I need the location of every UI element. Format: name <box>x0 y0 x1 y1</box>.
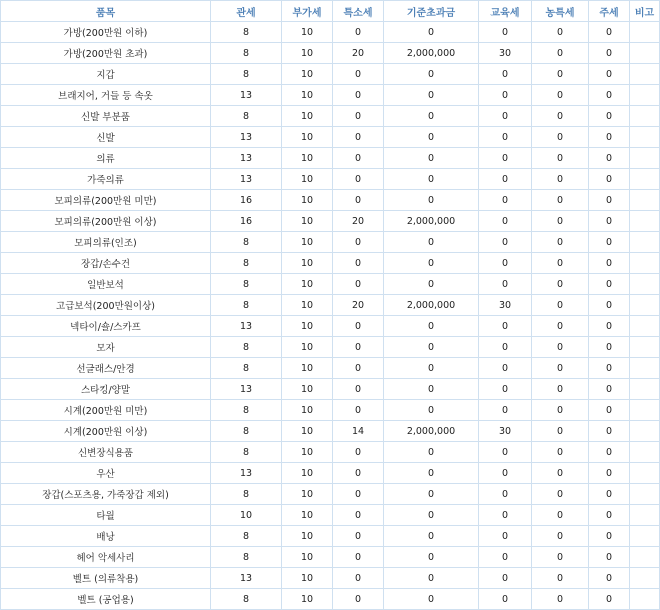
cell-customs-duty: 13 <box>211 316 281 336</box>
cell-item-name: 벨트 (의류착용) <box>1 568 210 588</box>
cell-education-tax: 0 <box>479 463 531 483</box>
cell-item-name: 고급보석(200만원이상) <box>1 295 210 315</box>
table-row <box>1 400 659 420</box>
cell-item-name: 선글래스/안경 <box>1 358 210 378</box>
cell-item-name: 가죽의류 <box>1 169 210 189</box>
cell-rural-special-tax: 0 <box>532 232 588 252</box>
cell-remarks <box>630 421 659 441</box>
cell-special-consumption-tax: 0 <box>333 85 383 105</box>
cell-special-consumption-tax: 0 <box>333 22 383 42</box>
cell-item-name: 의류 <box>1 148 210 168</box>
cell-remarks <box>630 589 659 609</box>
cell-vat: 10 <box>282 127 332 147</box>
cell-threshold-amount: 0 <box>384 64 478 84</box>
cell-vat: 10 <box>282 589 332 609</box>
table-row <box>1 211 659 231</box>
cell-item-name: 시계(200만원 이상) <box>1 421 210 441</box>
cell-rural-special-tax: 0 <box>532 106 588 126</box>
cell-liquor-tax: 0 <box>589 547 629 567</box>
cell-special-consumption-tax: 0 <box>333 400 383 420</box>
cell-item-name: 가방(200만원 이하) <box>1 22 210 42</box>
cell-customs-duty: 13 <box>211 568 281 588</box>
cell-vat: 10 <box>282 484 332 504</box>
table-row <box>1 253 659 273</box>
cell-special-consumption-tax: 20 <box>333 211 383 231</box>
cell-vat: 10 <box>282 190 332 210</box>
cell-remarks <box>630 547 659 567</box>
cell-threshold-amount: 0 <box>384 253 478 273</box>
header-item: 품목 <box>1 1 210 21</box>
cell-education-tax: 0 <box>479 211 531 231</box>
cell-vat: 10 <box>282 43 332 63</box>
cell-remarks <box>630 106 659 126</box>
cell-education-tax: 0 <box>479 589 531 609</box>
cell-liquor-tax: 0 <box>589 442 629 462</box>
cell-threshold-amount: 0 <box>384 190 478 210</box>
table-body <box>1 22 659 609</box>
cell-education-tax: 0 <box>479 337 531 357</box>
cell-rural-special-tax: 0 <box>532 64 588 84</box>
cell-special-consumption-tax: 0 <box>333 568 383 588</box>
table-row <box>1 547 659 567</box>
cell-vat: 10 <box>282 169 332 189</box>
cell-special-consumption-tax: 0 <box>333 64 383 84</box>
cell-liquor-tax: 0 <box>589 316 629 336</box>
cell-rural-special-tax: 0 <box>532 22 588 42</box>
cell-threshold-amount: 2,000,000 <box>384 43 478 63</box>
cell-item-name: 타월 <box>1 505 210 525</box>
cell-vat: 10 <box>282 547 332 567</box>
cell-education-tax: 0 <box>479 169 531 189</box>
header-vat: 부가세 <box>282 1 332 21</box>
table-row <box>1 358 659 378</box>
cell-special-consumption-tax: 0 <box>333 232 383 252</box>
cell-threshold-amount: 2,000,000 <box>384 421 478 441</box>
table-row <box>1 526 659 546</box>
cell-threshold-amount: 0 <box>384 232 478 252</box>
cell-customs-duty: 13 <box>211 127 281 147</box>
cell-education-tax: 0 <box>479 127 531 147</box>
cell-item-name: 모자 <box>1 337 210 357</box>
cell-item-name: 일반보석 <box>1 274 210 294</box>
cell-remarks <box>630 358 659 378</box>
cell-education-tax: 0 <box>479 85 531 105</box>
cell-vat: 10 <box>282 232 332 252</box>
cell-vat: 10 <box>282 295 332 315</box>
cell-threshold-amount: 0 <box>384 127 478 147</box>
cell-customs-duty: 8 <box>211 337 281 357</box>
cell-remarks <box>630 43 659 63</box>
cell-vat: 10 <box>282 22 332 42</box>
cell-special-consumption-tax: 0 <box>333 484 383 504</box>
cell-education-tax: 0 <box>479 316 531 336</box>
cell-liquor-tax: 0 <box>589 505 629 525</box>
cell-threshold-amount: 0 <box>384 316 478 336</box>
cell-threshold-amount: 0 <box>384 379 478 399</box>
table-row <box>1 442 659 462</box>
cell-customs-duty: 13 <box>211 463 281 483</box>
cell-education-tax: 0 <box>479 484 531 504</box>
cell-education-tax: 30 <box>479 295 531 315</box>
table-row <box>1 232 659 252</box>
table-row <box>1 127 659 147</box>
table-row <box>1 169 659 189</box>
cell-liquor-tax: 0 <box>589 295 629 315</box>
cell-liquor-tax: 0 <box>589 22 629 42</box>
table-row <box>1 64 659 84</box>
cell-education-tax: 0 <box>479 526 531 546</box>
cell-education-tax: 0 <box>479 190 531 210</box>
cell-rural-special-tax: 0 <box>532 85 588 105</box>
cell-rural-special-tax: 0 <box>532 547 588 567</box>
cell-special-consumption-tax: 0 <box>333 358 383 378</box>
table-row <box>1 190 659 210</box>
cell-liquor-tax: 0 <box>589 589 629 609</box>
table-row <box>1 22 659 42</box>
cell-item-name: 배낭 <box>1 526 210 546</box>
cell-customs-duty: 8 <box>211 64 281 84</box>
cell-threshold-amount: 0 <box>384 526 478 546</box>
cell-special-consumption-tax: 0 <box>333 547 383 567</box>
cell-liquor-tax: 0 <box>589 43 629 63</box>
cell-remarks <box>630 484 659 504</box>
cell-liquor-tax: 0 <box>589 169 629 189</box>
cell-vat: 10 <box>282 106 332 126</box>
cell-special-consumption-tax: 0 <box>333 106 383 126</box>
cell-remarks <box>630 295 659 315</box>
cell-remarks <box>630 190 659 210</box>
cell-item-name: 지갑 <box>1 64 210 84</box>
table-row <box>1 421 659 441</box>
cell-education-tax: 30 <box>479 421 531 441</box>
cell-customs-duty: 13 <box>211 148 281 168</box>
cell-threshold-amount: 0 <box>384 400 478 420</box>
cell-special-consumption-tax: 0 <box>333 589 383 609</box>
cell-education-tax: 0 <box>479 64 531 84</box>
cell-item-name: 모피의류(인조) <box>1 232 210 252</box>
cell-remarks <box>630 64 659 84</box>
cell-rural-special-tax: 0 <box>532 127 588 147</box>
cell-special-consumption-tax: 0 <box>333 127 383 147</box>
cell-education-tax: 0 <box>479 547 531 567</box>
cell-remarks <box>630 379 659 399</box>
cell-customs-duty: 8 <box>211 421 281 441</box>
table-row <box>1 106 659 126</box>
cell-customs-duty: 8 <box>211 22 281 42</box>
cell-remarks <box>630 148 659 168</box>
cell-special-consumption-tax: 0 <box>333 316 383 336</box>
cell-remarks <box>630 211 659 231</box>
cell-threshold-amount: 0 <box>384 274 478 294</box>
cell-education-tax: 0 <box>479 106 531 126</box>
cell-special-consumption-tax: 20 <box>333 43 383 63</box>
cell-customs-duty: 8 <box>211 295 281 315</box>
cell-liquor-tax: 0 <box>589 85 629 105</box>
cell-threshold-amount: 0 <box>384 106 478 126</box>
cell-rural-special-tax: 0 <box>532 463 588 483</box>
cell-remarks <box>630 85 659 105</box>
cell-liquor-tax: 0 <box>589 127 629 147</box>
cell-rural-special-tax: 0 <box>532 442 588 462</box>
cell-rural-special-tax: 0 <box>532 484 588 504</box>
cell-liquor-tax: 0 <box>589 106 629 126</box>
cell-special-consumption-tax: 0 <box>333 148 383 168</box>
cell-item-name: 신발 <box>1 127 210 147</box>
cell-liquor-tax: 0 <box>589 232 629 252</box>
cell-education-tax: 0 <box>479 22 531 42</box>
cell-vat: 10 <box>282 442 332 462</box>
cell-education-tax: 0 <box>479 400 531 420</box>
cell-threshold-amount: 0 <box>384 337 478 357</box>
cell-rural-special-tax: 0 <box>532 211 588 231</box>
cell-education-tax: 0 <box>479 232 531 252</box>
cell-education-tax: 0 <box>479 148 531 168</box>
table-row <box>1 589 659 609</box>
cell-customs-duty: 8 <box>211 589 281 609</box>
cell-customs-duty: 16 <box>211 211 281 231</box>
cell-rural-special-tax: 0 <box>532 274 588 294</box>
table-row <box>1 295 659 315</box>
cell-rural-special-tax: 0 <box>532 421 588 441</box>
cell-vat: 10 <box>282 337 332 357</box>
cell-liquor-tax: 0 <box>589 64 629 84</box>
header-rural-special-tax: 농특세 <box>532 1 588 21</box>
cell-liquor-tax: 0 <box>589 274 629 294</box>
cell-special-consumption-tax: 0 <box>333 463 383 483</box>
cell-special-consumption-tax: 0 <box>333 190 383 210</box>
cell-threshold-amount: 0 <box>384 358 478 378</box>
cell-item-name: 브래지어, 거들 등 속옷 <box>1 85 210 105</box>
table-row <box>1 484 659 504</box>
cell-threshold-amount: 2,000,000 <box>384 295 478 315</box>
cell-vat: 10 <box>282 274 332 294</box>
cell-remarks <box>630 22 659 42</box>
cell-item-name: 장갑(스포츠용, 가죽장갑 제외) <box>1 484 210 504</box>
cell-rural-special-tax: 0 <box>532 43 588 63</box>
cell-remarks <box>630 526 659 546</box>
cell-rural-special-tax: 0 <box>532 379 588 399</box>
cell-customs-duty: 16 <box>211 190 281 210</box>
table-row <box>1 316 659 336</box>
cell-item-name: 시계(200만원 미만) <box>1 400 210 420</box>
cell-threshold-amount: 0 <box>384 568 478 588</box>
cell-item-name: 신발 부분품 <box>1 106 210 126</box>
cell-education-tax: 0 <box>479 505 531 525</box>
cell-special-consumption-tax: 20 <box>333 295 383 315</box>
cell-vat: 10 <box>282 148 332 168</box>
table-row <box>1 505 659 525</box>
header-row <box>1 1 659 21</box>
header-special-consumption-tax: 특소세 <box>333 1 383 21</box>
cell-threshold-amount: 0 <box>384 169 478 189</box>
cell-vat: 10 <box>282 379 332 399</box>
table-row <box>1 337 659 357</box>
cell-threshold-amount: 0 <box>384 505 478 525</box>
cell-liquor-tax: 0 <box>589 253 629 273</box>
table-row <box>1 568 659 588</box>
cell-liquor-tax: 0 <box>589 400 629 420</box>
cell-liquor-tax: 0 <box>589 358 629 378</box>
cell-threshold-amount: 0 <box>384 463 478 483</box>
cell-special-consumption-tax: 0 <box>333 337 383 357</box>
cell-rural-special-tax: 0 <box>532 190 588 210</box>
cell-vat: 10 <box>282 526 332 546</box>
cell-item-name: 넥타이/숄/스카프 <box>1 316 210 336</box>
cell-vat: 10 <box>282 358 332 378</box>
cell-customs-duty: 8 <box>211 400 281 420</box>
table-row <box>1 274 659 294</box>
table-row <box>1 463 659 483</box>
cell-liquor-tax: 0 <box>589 337 629 357</box>
cell-education-tax: 0 <box>479 379 531 399</box>
cell-threshold-amount: 0 <box>384 148 478 168</box>
cell-remarks <box>630 442 659 462</box>
cell-rural-special-tax: 0 <box>532 169 588 189</box>
cell-remarks <box>630 253 659 273</box>
cell-education-tax: 0 <box>479 274 531 294</box>
cell-rural-special-tax: 0 <box>532 253 588 273</box>
cell-vat: 10 <box>282 400 332 420</box>
cell-item-name: 헤어 악세사리 <box>1 547 210 567</box>
cell-vat: 10 <box>282 253 332 273</box>
header-remarks: 비고 <box>630 1 659 21</box>
cell-customs-duty: 8 <box>211 484 281 504</box>
header-liquor-tax: 주세 <box>589 1 629 21</box>
cell-customs-duty: 13 <box>211 85 281 105</box>
cell-education-tax: 0 <box>479 358 531 378</box>
cell-vat: 10 <box>282 211 332 231</box>
cell-remarks <box>630 505 659 525</box>
cell-special-consumption-tax: 0 <box>333 379 383 399</box>
cell-item-name: 장갑/손수건 <box>1 253 210 273</box>
cell-rural-special-tax: 0 <box>532 148 588 168</box>
table-row <box>1 43 659 63</box>
cell-customs-duty: 8 <box>211 43 281 63</box>
cell-remarks <box>630 568 659 588</box>
cell-rural-special-tax: 0 <box>532 589 588 609</box>
cell-special-consumption-tax: 0 <box>333 169 383 189</box>
cell-item-name: 가방(200만원 초과) <box>1 43 210 63</box>
cell-customs-duty: 8 <box>211 274 281 294</box>
cell-special-consumption-tax: 0 <box>333 526 383 546</box>
cell-customs-duty: 8 <box>211 547 281 567</box>
cell-vat: 10 <box>282 463 332 483</box>
cell-rural-special-tax: 0 <box>532 568 588 588</box>
table-row <box>1 148 659 168</box>
cell-remarks <box>630 169 659 189</box>
cell-rural-special-tax: 0 <box>532 358 588 378</box>
cell-remarks <box>630 274 659 294</box>
table-row <box>1 85 659 105</box>
cell-education-tax: 0 <box>479 568 531 588</box>
header-education-tax: 교육세 <box>479 1 531 21</box>
cell-threshold-amount: 2,000,000 <box>384 211 478 231</box>
cell-liquor-tax: 0 <box>589 379 629 399</box>
cell-education-tax: 0 <box>479 442 531 462</box>
cell-threshold-amount: 0 <box>384 22 478 42</box>
cell-special-consumption-tax: 0 <box>333 253 383 273</box>
cell-rural-special-tax: 0 <box>532 316 588 336</box>
cell-item-name: 스타킹/양말 <box>1 379 210 399</box>
table-row <box>1 379 659 399</box>
cell-item-name: 우산 <box>1 463 210 483</box>
cell-threshold-amount: 0 <box>384 85 478 105</box>
cell-customs-duty: 13 <box>211 169 281 189</box>
cell-liquor-tax: 0 <box>589 190 629 210</box>
cell-item-name: 신변장식용품 <box>1 442 210 462</box>
cell-liquor-tax: 0 <box>589 148 629 168</box>
cell-customs-duty: 8 <box>211 106 281 126</box>
cell-rural-special-tax: 0 <box>532 526 588 546</box>
header-customs-duty: 관세 <box>211 1 281 21</box>
cell-rural-special-tax: 0 <box>532 505 588 525</box>
cell-remarks <box>630 400 659 420</box>
cell-customs-duty: 10 <box>211 505 281 525</box>
cell-threshold-amount: 0 <box>384 589 478 609</box>
cell-liquor-tax: 0 <box>589 526 629 546</box>
cell-remarks <box>630 127 659 147</box>
cell-special-consumption-tax: 0 <box>333 442 383 462</box>
cell-customs-duty: 8 <box>211 253 281 273</box>
cell-liquor-tax: 0 <box>589 211 629 231</box>
cell-customs-duty: 8 <box>211 526 281 546</box>
cell-customs-duty: 13 <box>211 379 281 399</box>
cell-special-consumption-tax: 0 <box>333 505 383 525</box>
cell-special-consumption-tax: 0 <box>333 274 383 294</box>
cell-customs-duty: 8 <box>211 232 281 252</box>
cell-threshold-amount: 0 <box>384 547 478 567</box>
cell-education-tax: 0 <box>479 253 531 273</box>
cell-liquor-tax: 0 <box>589 463 629 483</box>
cell-liquor-tax: 0 <box>589 568 629 588</box>
cell-vat: 10 <box>282 505 332 525</box>
cell-threshold-amount: 0 <box>384 484 478 504</box>
cell-liquor-tax: 0 <box>589 484 629 504</box>
cell-remarks <box>630 337 659 357</box>
cell-customs-duty: 8 <box>211 442 281 462</box>
cell-rural-special-tax: 0 <box>532 295 588 315</box>
cell-remarks <box>630 463 659 483</box>
cell-item-name: 모피의류(200만원 미만) <box>1 190 210 210</box>
cell-remarks <box>630 316 659 336</box>
header-threshold-amount: 기준초과금 <box>384 1 478 21</box>
cell-customs-duty: 8 <box>211 358 281 378</box>
cell-item-name: 모피의류(200만원 이상) <box>1 211 210 231</box>
cell-remarks <box>630 232 659 252</box>
cell-rural-special-tax: 0 <box>532 400 588 420</box>
cell-education-tax: 30 <box>479 43 531 63</box>
cell-vat: 10 <box>282 85 332 105</box>
cell-special-consumption-tax: 14 <box>333 421 383 441</box>
cell-threshold-amount: 0 <box>384 442 478 462</box>
cell-vat: 10 <box>282 568 332 588</box>
cell-vat: 10 <box>282 316 332 336</box>
cell-item-name: 벨트 (공업용) <box>1 589 210 609</box>
cell-rural-special-tax: 0 <box>532 337 588 357</box>
cell-vat: 10 <box>282 421 332 441</box>
cell-liquor-tax: 0 <box>589 421 629 441</box>
cell-vat: 10 <box>282 64 332 84</box>
